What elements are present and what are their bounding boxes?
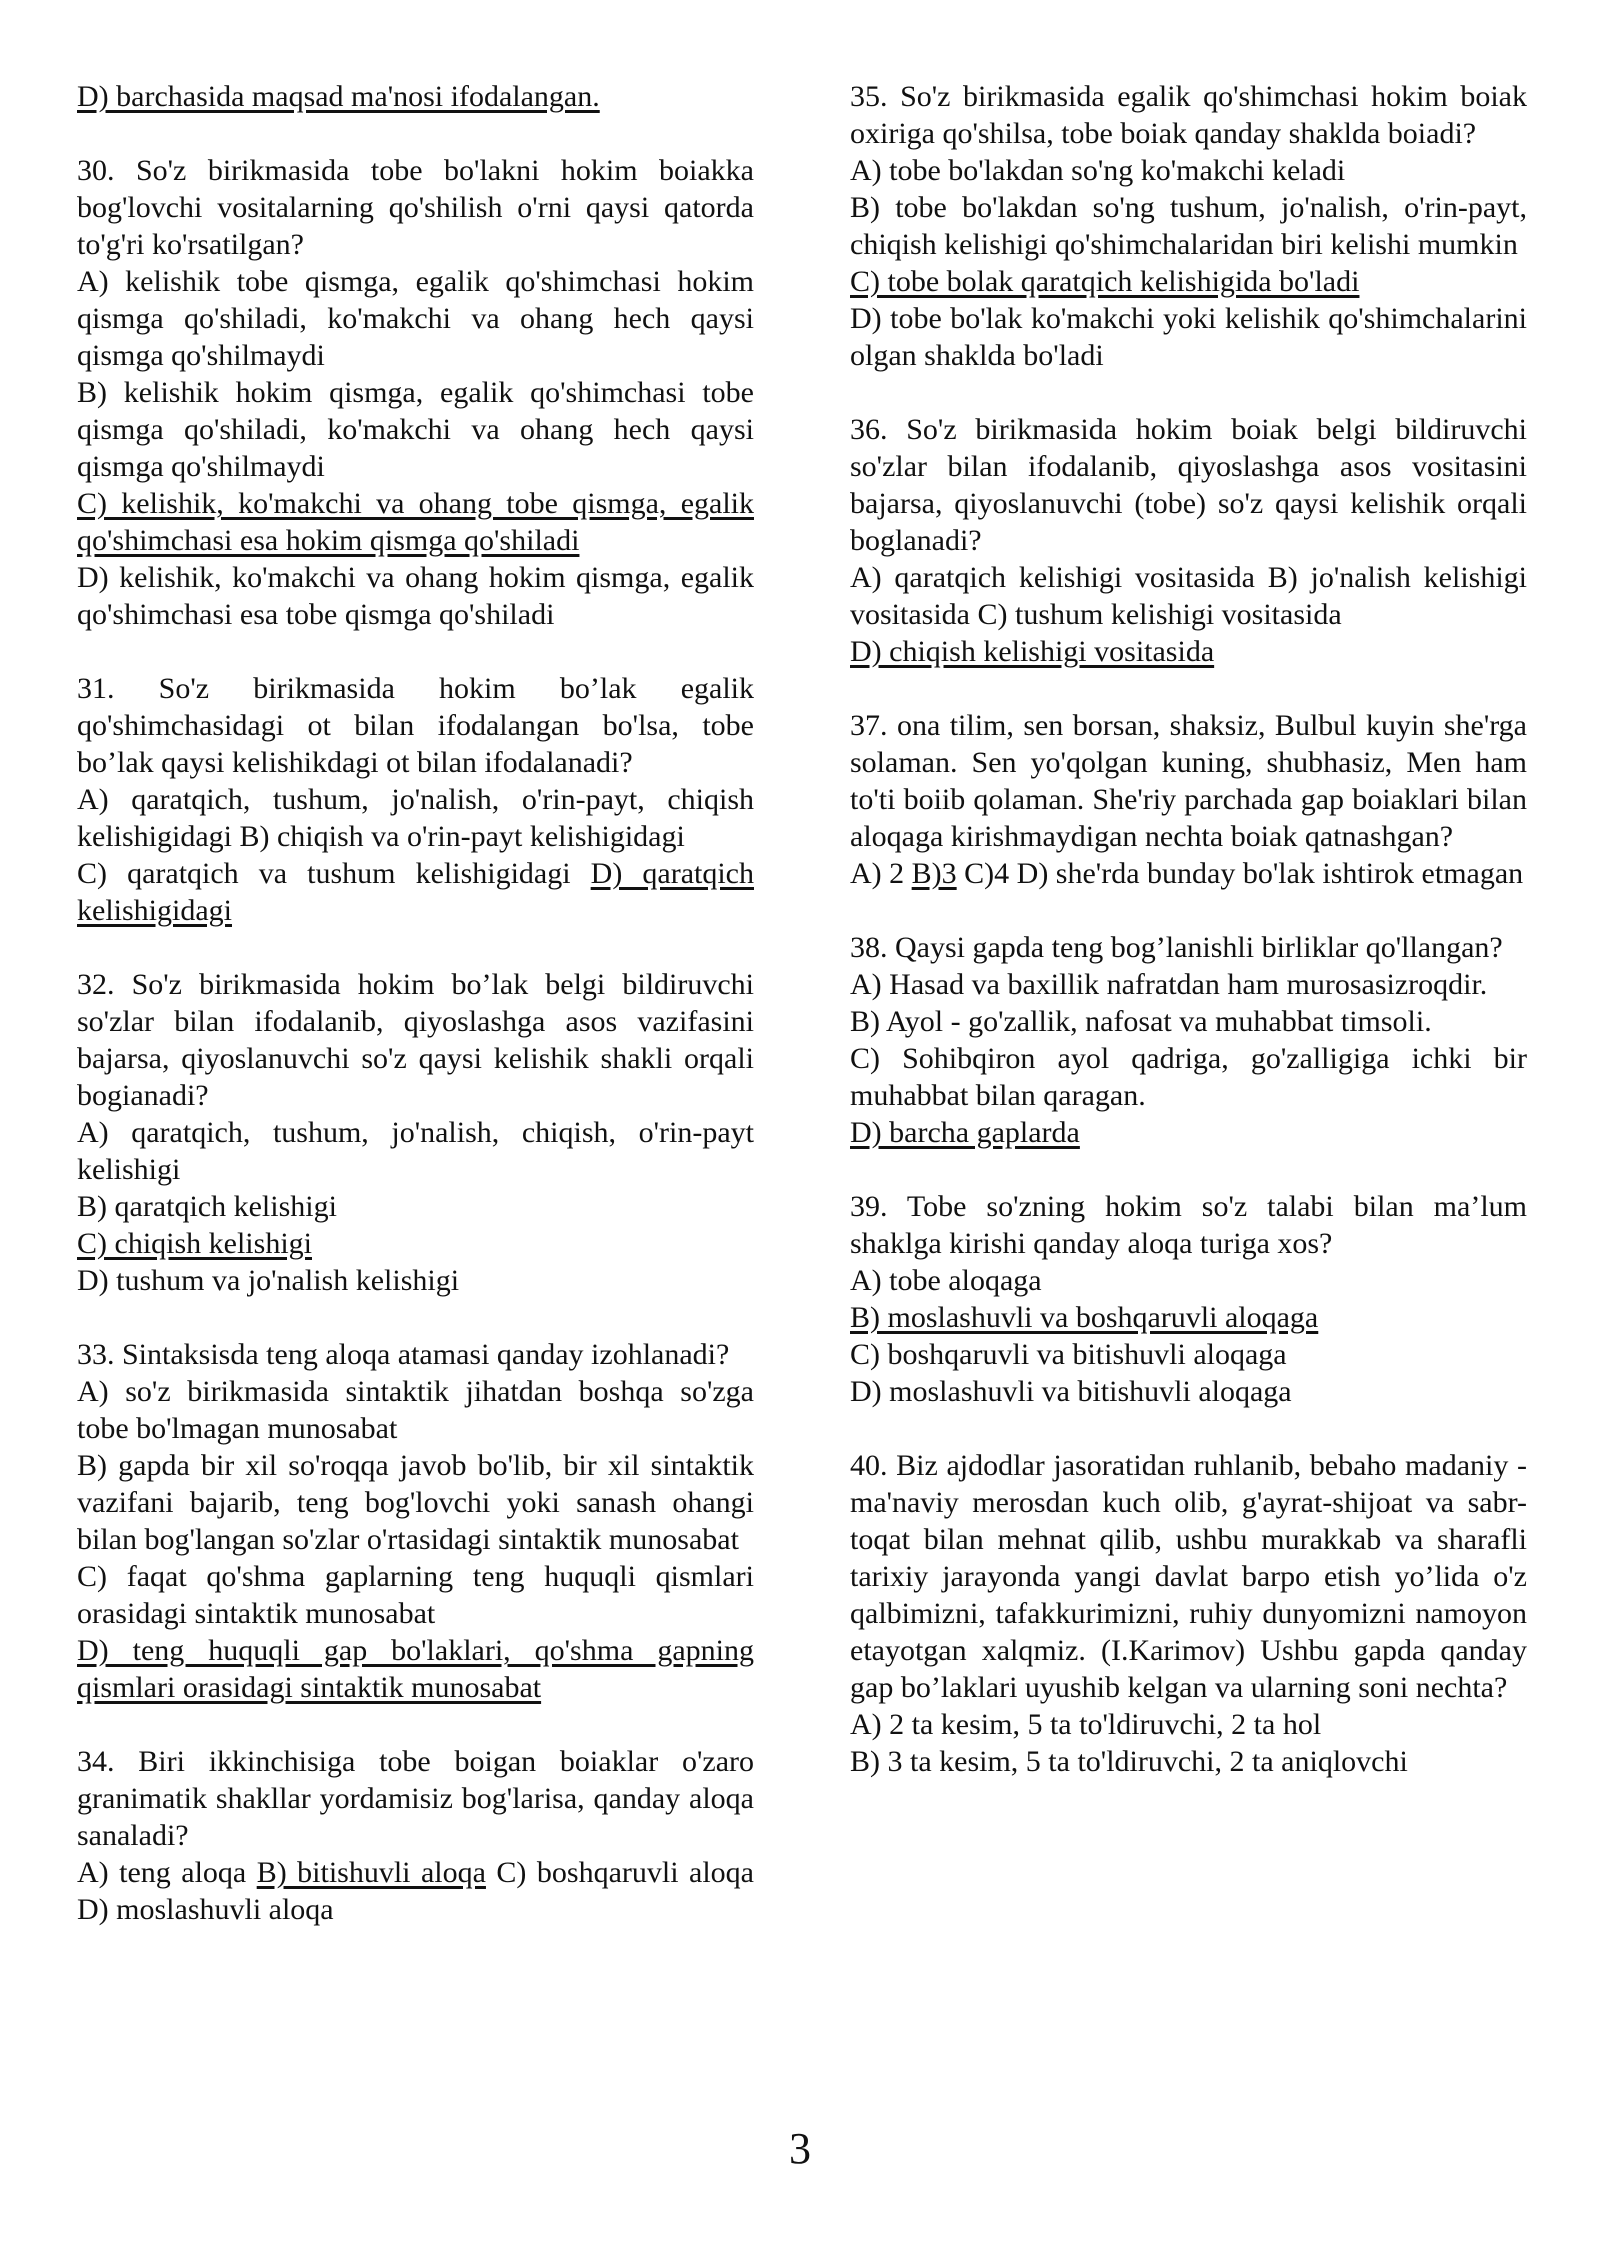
question-text: 30. So'z birikmasida tobe bo'lakni hokim boiakka bog'lovchi vositalarning qo'shilish o'rni qaysi qatorda to'g'ri ko'rsatilgan?: [77, 154, 754, 261]
question-30: [77, 152, 754, 633]
option-b: B) Ayol - go'zallik, nafosat va muhabbat timsoli.: [850, 1005, 1432, 1038]
option-c: C) qaratqich va tushum kelishigidagi: [77, 857, 591, 890]
question-35: [850, 78, 1527, 374]
question-32: [77, 966, 754, 1299]
answer-underlined: D) barchasida maqsad ma'nosi ifodalangan.: [77, 80, 600, 113]
option-d: D) kelishik, ko'makchi va ohang hokim qismga, egalik qo'shimchasi esa tobe qismga qo'shiladi: [77, 561, 754, 631]
option-d: D) tobe bo'lak ko'makchi yoki kelishik qo'shimchalarini olgan shaklda bo'ladi: [850, 302, 1527, 372]
question-text: 37. ona tilim, sen borsan, shaksiz, Bulbul kuyin she'rga solaman. Sen yo'qolgan kuning, shubhasiz, Men ham to'ti boiib qolaman. She'riy parchada gap boiaklari bilan aloqaga kirishmaydigan nechta boiak qatnashgan?: [850, 709, 1527, 853]
option-b: B) 3 ta kesim, 5 ta to'ldiruvchi, 2 ta aniqlovchi: [850, 1745, 1408, 1778]
option-a: A) 2: [850, 857, 912, 890]
option-b-correct: B) moslashuvli va boshqaruvli aloqaga: [850, 1301, 1319, 1334]
option-b-correct: B) bitishuvli aloqa: [256, 1856, 486, 1889]
option-a-b-c: A) qaratqich kelishigi vositasida B) jo'nalish kelishigi vositasida C) tushum kelishigi vositasida: [850, 561, 1527, 631]
question-29-tail: [77, 78, 754, 115]
option-c: C) faqat qo'shma gaplarning teng huquqli qismlari orasidagi sintaktik munosabat: [77, 1560, 754, 1630]
option-a: A) tobe bo'lakdan so'ng ko'makchi keladi: [850, 154, 1346, 187]
question-33: [77, 1336, 754, 1706]
question-34: [77, 1743, 754, 1928]
question-text: 35. So'z birikmasida egalik qo'shimchasi hokim boiak oxiriga qo'shilsa, tobe boiak qanday shaklda boiadi?: [850, 80, 1527, 150]
right-column: [850, 78, 1527, 1817]
option-d: D) moslashuvli va bitishuvli aloqaga: [850, 1375, 1292, 1408]
option-b: B) kelishik hokim qismga, egalik qo'shimchasi tobe qismga qo'shiladi, ko'makchi va ohang hech qaysi qismga qo'shilmaydi: [77, 376, 754, 483]
option-a: A) kelishik tobe qismga, egalik qo'shimchasi hokim qismga qo'shiladi, ko'makchi va ohang hech qaysi qismga qo'shilmaydi: [77, 265, 754, 372]
option-a: A) qaratqich, tushum, jo'nalish, chiqish, o'rin-payt kelishigi: [77, 1116, 754, 1186]
question-40: [850, 1447, 1527, 1780]
option-b: B) gapda bir xil so'roqqa javob bo'lib, bir xil sintaktik vazifani bajarib, teng bog'lovchi yoki sanash ohangi bilan bog'langan so'zlar o'rtasidagi sintaktik munosabat: [77, 1449, 754, 1556]
question-text: 31. So'z birikmasida hokim bo’lak egalik qo'shimchasidagi ot bilan ifodalangan bo'lsa, tobe bo’lak qaysi kelishikdagi ot bilan ifodalanadi?: [77, 672, 754, 779]
option-c: C) Sohibqiron ayol qadriga, go'zalligiga ichki bir muhabbat bilan qaragan.: [850, 1042, 1527, 1112]
question-38: [850, 929, 1527, 1151]
question-text: 38. Qaysi gapda teng bog’lanishli birliklar qo'llangan?: [850, 931, 1503, 964]
question-37: [850, 707, 1527, 892]
left-column: [77, 78, 754, 1965]
option-b: B) tobe bo'lakdan so'ng tushum, jo'nalish, o'rin-payt, chiqish kelishigi qo'shimchalaridan biri kelishi mumkin: [850, 191, 1527, 261]
question-text: 32. So'z birikmasida hokim bo’lak belgi bildiruvchi so'zlar bilan ifodalanib, qiyoslashga asos vazifasini bajarsa, qiyoslanuvchi so'z qaysi kelishik shakli orqali bogianadi?: [77, 968, 754, 1112]
question-39: [850, 1188, 1527, 1410]
option-a: A) Hasad va baxillik nafratdan ham murosasizroqdir.: [850, 968, 1488, 1001]
option-d-correct: D) barcha gaplarda: [850, 1116, 1080, 1149]
option-a: A) tobe aloqaga: [850, 1264, 1042, 1297]
option-a: A) teng aloqa: [77, 1856, 257, 1889]
question-36: [850, 411, 1527, 670]
question-text: 33. Sintaksisda teng aloqa atamasi qanday izohlanadi?: [77, 1338, 730, 1371]
option-a: A) so'z birikmasida sintaktik jihatdan boshqa so'zga tobe bo'lmagan munosabat: [77, 1375, 754, 1445]
question-text: 34. Biri ikkinchisiga tobe boigan boiaklar o'zaro granimatik shakllar yordamisiz bog'larisa, qanday aloqa sanaladi?: [77, 1745, 754, 1852]
option-b: B) qaratqich kelishigi: [77, 1190, 337, 1223]
option-a: A) 2 ta kesim, 5 ta to'ldiruvchi, 2 ta hol: [850, 1708, 1322, 1741]
option-d-correct: D) qaratqich kelishigidagi: [77, 857, 754, 927]
option-c-d: C) boshqaruvli aloqa D) moslashuvli aloqa: [77, 1856, 754, 1926]
page-number: 3: [789, 2124, 811, 2173]
option-c-d: C)4 D) she'rda bunday bo'lak ishtirok etmagan: [956, 857, 1524, 890]
question-31: [77, 670, 754, 929]
option-c-correct: C) kelishik, ko'makchi va ohang tobe qismga, egalik qo'shimchasi esa hokim qismga qo'shiladi: [77, 487, 754, 557]
question-text: 39. Tobe so'zning hokim so'z talabi bilan ma’lum shaklga kirishi qanday aloqa turiga xos?: [850, 1190, 1527, 1260]
option-d-correct: D) chiqish kelishigi vositasida: [850, 635, 1215, 668]
option-c-correct: C) chiqish kelishigi: [77, 1227, 312, 1260]
option-a-b: A) qaratqich, tushum, jo'nalish, o'rin-payt, chiqish kelishigidagi B) chiqish va o'rin-payt kelishigidagi: [77, 783, 754, 853]
option-d-correct: D) teng huquqli gap bo'laklari, qo'shma gapning qismlari orasidagi sintaktik munosabat: [77, 1634, 754, 1704]
option-b-correct: B)3: [911, 857, 957, 890]
question-text: 36. So'z birikmasida hokim boiak belgi bildiruvchi so'zlar bilan ifodalanib, qiyoslashga asos vositasini bajarsa, qiyoslanuvchi (tobe) so'z qaysi kelishik orqali boglanadi?: [850, 413, 1527, 557]
question-text: 40. Biz ajdodlar jasoratidan ruhlanib, bebaho madaniy - ma'naviy merosdan kuch olib, g'ayrat-shijoat va sabr-toqat bilan mehnat qilib, ushbu murakkab va sharafli tarixiy jarayonda yangi davlat barpo etish yo’lida o'z qalbimizni, tafakkurimizni, ruhiy dunyomizni namoyon etayotgan xalqmiz. (I.Karimov) Ushbu gapda qanday gap bo’laklari uyushib kelgan va ularning soni nechta?: [850, 1449, 1527, 1704]
option-c: C) boshqaruvli va bitishuvli aloqaga: [850, 1338, 1287, 1371]
option-d: D) tushum va jo'nalish kelishigi: [77, 1264, 460, 1297]
option-c-correct: C) tobe bolak qaratqich kelishigida bo'ladi: [850, 265, 1360, 298]
